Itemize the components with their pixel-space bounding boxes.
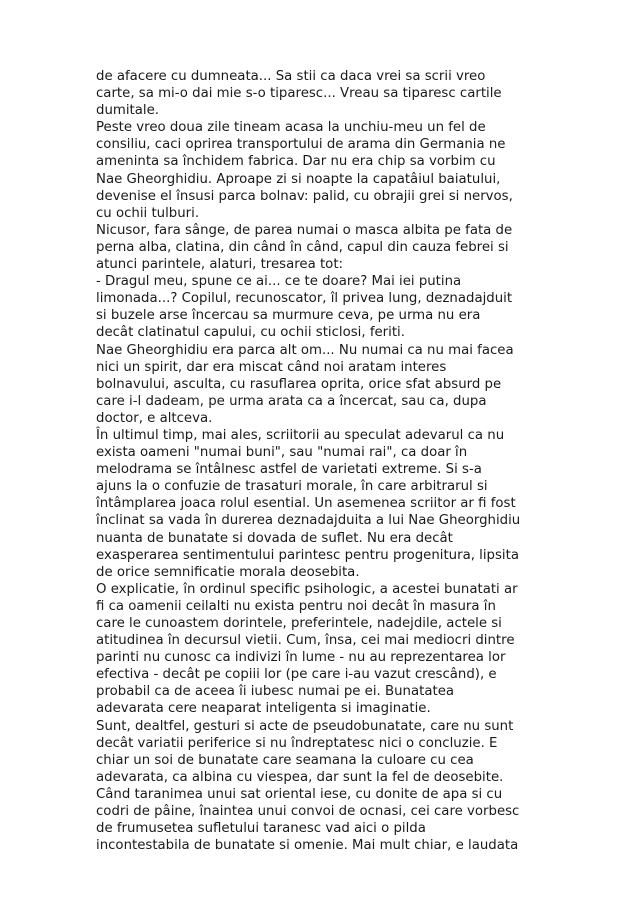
text-line: perna alba, clatina, din când în când, capul din cauza febrei si	[96, 239, 509, 255]
text-line: amenintа sa închidem fabrica. Dar nu era chip sa vorbim cu	[96, 154, 496, 170]
text-line: atunci parintele, alaturi, tresarea tot:	[96, 257, 344, 273]
text-line: cu ochii tulburi.	[96, 205, 200, 221]
text-line: limonada...? Copilul, recunoscator, îl privea lung, deznadajduit	[96, 291, 513, 307]
text-line: decât clatinatul capului, cu ochii sticlosi, feriti.	[96, 325, 405, 341]
text-line: exista oameni "numai buni", sau "numai rai", ca doar în	[96, 445, 468, 461]
text-line: O explicatie, în ordinul specific psihologic, a acestei bunatati ar	[96, 581, 518, 597]
text-line: doctor, e altceva.	[96, 410, 213, 426]
text-line: care i-l dadeam, pe urma arata ca a încercat, sau ca, dupa	[96, 393, 487, 409]
text-line: adevarata cere neaparat inteligenta si imaginatie.	[96, 701, 431, 717]
body-text	[96, 68, 548, 854]
text-line: Sunt, dealtfel, gesturi si acte de pseudobunatate, care nu sunt	[96, 718, 514, 734]
text-line: În ultimul timp, mai ales, scriitorii au speculat adevarul ca nu	[96, 427, 505, 443]
text-line: parinti nu cunosc ca indivizi în lume - nu au reprezentarea lor	[96, 650, 506, 666]
text-line: si buzele arse încercau sa murmure ceva, pe urma nu era	[96, 308, 481, 324]
text-line: carte, sa mi-o dai mie s-o tiparesc... Vreau sa tiparesc cartile	[96, 86, 502, 102]
text-line: înclinat sa vada în durerea deznadajduita a lui Nae Gheorghidiu	[96, 513, 521, 529]
text-line: efectiva - decât pe copiii lor (pe care i-au vazut crescând), e	[96, 667, 497, 683]
text-line: de orice semnificatie morala deosebita.	[96, 564, 360, 580]
text-line: fi ca oamenii ceilalti nu exista pentru noi decât în masura în	[96, 598, 496, 614]
text-line: de afacere cu dumneata... Sa stii ca daca vrei sa scrii vreo	[96, 69, 486, 84]
text-line: decât variatii periferice si nu îndreptatesc nici o concluzie. E	[96, 735, 498, 751]
text-line: întâmplarea joaca rolul esential. Un asemenea scriitor ar fi fost	[96, 496, 516, 512]
text-line: codri de pâine, înaintea unui convoi de ocnasi, cei care vorbesc	[96, 804, 520, 820]
text-line: probabil ca de aceea îi iubesc numai pe ei. Bunatatea	[96, 684, 455, 700]
text-line: devenise el însusi parca bolnav: palid, cu obrajii grei si nervos,	[96, 188, 513, 204]
text-line: dumitale.	[96, 103, 159, 119]
text-line: Nae Gheorghidiu era parca alt om... Nu numai ca nu mai facea	[96, 342, 514, 358]
text-line: bolnavului, asculta, cu rasuflarea oprita, orice sfat absurd pe	[96, 376, 502, 392]
text-line: incontestabila de bunatate si omenie. Mai mult chiar, e laudata	[96, 838, 519, 854]
text-line: atitudinea în decursul vietii. Cum, însa, cei mai mediocri dintre	[96, 633, 515, 649]
text-line: Peste vreo doua zile tineam acasa la unchiu-meu un fel de	[96, 120, 486, 136]
text-line: adevarata, ca albina cu viespea, dar sunt la fel de deosebite.	[96, 769, 504, 785]
text-line: nici un spirit, dar era miscat când noi aratam interes	[96, 359, 447, 375]
text-line: nuanta de bunatate si dovada de suflet. Nu era decât	[96, 530, 453, 546]
text-line: care le cunoastem dorintele, preferintele, nadejdile, actele si	[96, 616, 502, 631]
text-line: consiliu, caci oprirea transportului de arama din Germania ne	[96, 137, 506, 153]
text-line: Nae Gheorghidiu. Aproape zi si noapte la capatâiul baiatului,	[96, 171, 501, 187]
text-line: de frumusetea sufletului taranesc vad aici o pilda	[96, 821, 426, 837]
text-line: ajuns la o confuzie de trasaturi morale, în care arbitrarul si	[96, 479, 488, 495]
text-line: exasperarea sentimentului parintesc pentru progenitura, lipsita	[96, 547, 519, 563]
text-line: Nicusor, fara sânge, de parea numai o masca albita pe fata de	[96, 222, 513, 238]
text-line: melodrama se întâlnesc astfel de varietati extreme. Si s-a	[96, 462, 482, 478]
text-line: chiar un soi de bunatate care seamana la culoare cu cea	[96, 752, 474, 768]
text-line: - Dragul meu, spune ce ai... ce te doare? Mai iei putina	[96, 274, 462, 290]
text-line: Când taranimea unui sat oriental iese, cu donite de apa si cu	[96, 786, 503, 802]
